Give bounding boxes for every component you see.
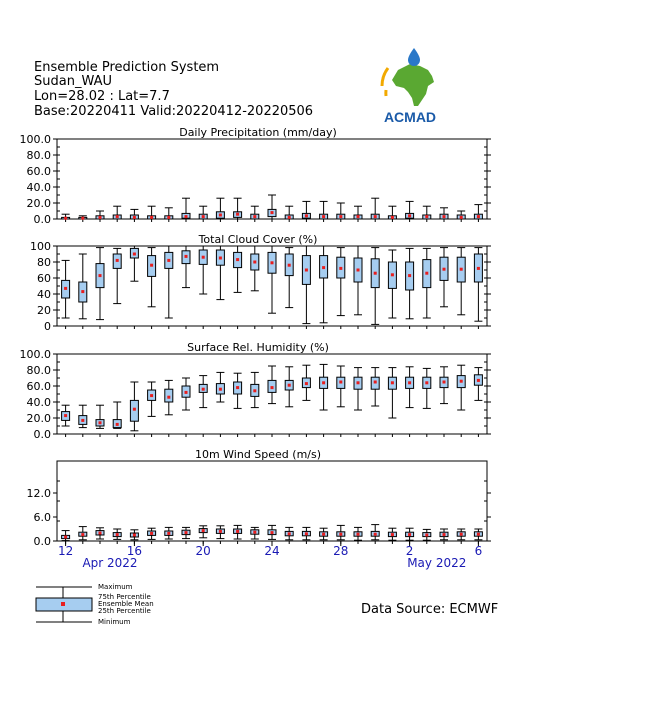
x-tick-label: 12 [57,544,74,558]
x-month-label: Apr 2022 [82,556,138,570]
y-tick-label: 100 [30,240,51,253]
y-tick-label: 80.0 [26,149,51,162]
y-tick-label: 0.0 [33,428,51,441]
x-tick-label: 24 [264,544,280,558]
y-tick-label: 60.0 [26,165,51,178]
y-tick-label: 40.0 [26,396,51,409]
y-tick-label: 12.0 [26,487,51,500]
panel-title: 10m Wind Speed (m/s) [194,448,322,461]
y-tick-label: 0 [44,320,51,333]
header-coordinates: Lon=28.02 : Lat=7.7 [34,89,170,104]
y-tick-label: 80.0 [26,364,51,377]
y-tick-label: 80 [37,256,51,269]
legend-mean-label: Ensemble Mean [98,600,154,608]
x-tick-label: 16 [126,544,143,558]
y-tick-label: 100.0 [19,133,51,146]
panel-title: Total Cloud Cover (%) [198,233,318,246]
y-tick-label: 40 [37,288,51,301]
y-tick-label: 100.0 [19,348,51,361]
y-tick-label: 6.0 [33,511,51,524]
y-tick-label: 0.0 [33,213,51,226]
x-tick-label: 20 [195,544,211,558]
legend-minimum-label: Minimum [98,618,131,626]
header-validity: Base:20220411 Valid:20220412-20220506 [34,104,314,119]
x-month-label: May 2022 [407,556,467,570]
y-tick-label: 60.0 [26,380,51,393]
header-title: Ensemble Prediction System [34,60,220,75]
header-location: Sudan_WAU [34,74,112,89]
y-tick-label: 60 [37,272,51,285]
y-tick-label: 40.0 [26,181,51,194]
y-tick-label: 0.0 [33,535,51,548]
data-source-label: Data Source: ECMWF [361,602,499,617]
x-tick-label: 2 [405,544,414,558]
legend-p75-label: 75th Percentile [98,593,151,601]
legend-p25-label: 25th Percentile [98,607,151,615]
y-tick-label: 20 [37,304,51,317]
y-tick-label: 20.0 [26,197,51,210]
x-tick-label: 28 [333,544,349,558]
y-tick-label: 20.0 [26,412,51,425]
x-tick-label: 6 [474,544,483,558]
legend-maximum-label: Maximum [98,583,133,591]
panel-title: Daily Precipitation (mm/day) [179,126,337,139]
logo-text: ACMAD [383,109,437,125]
legend-mean-dot [61,602,65,606]
panel-title: Surface Rel. Humidity (%) [187,341,329,354]
